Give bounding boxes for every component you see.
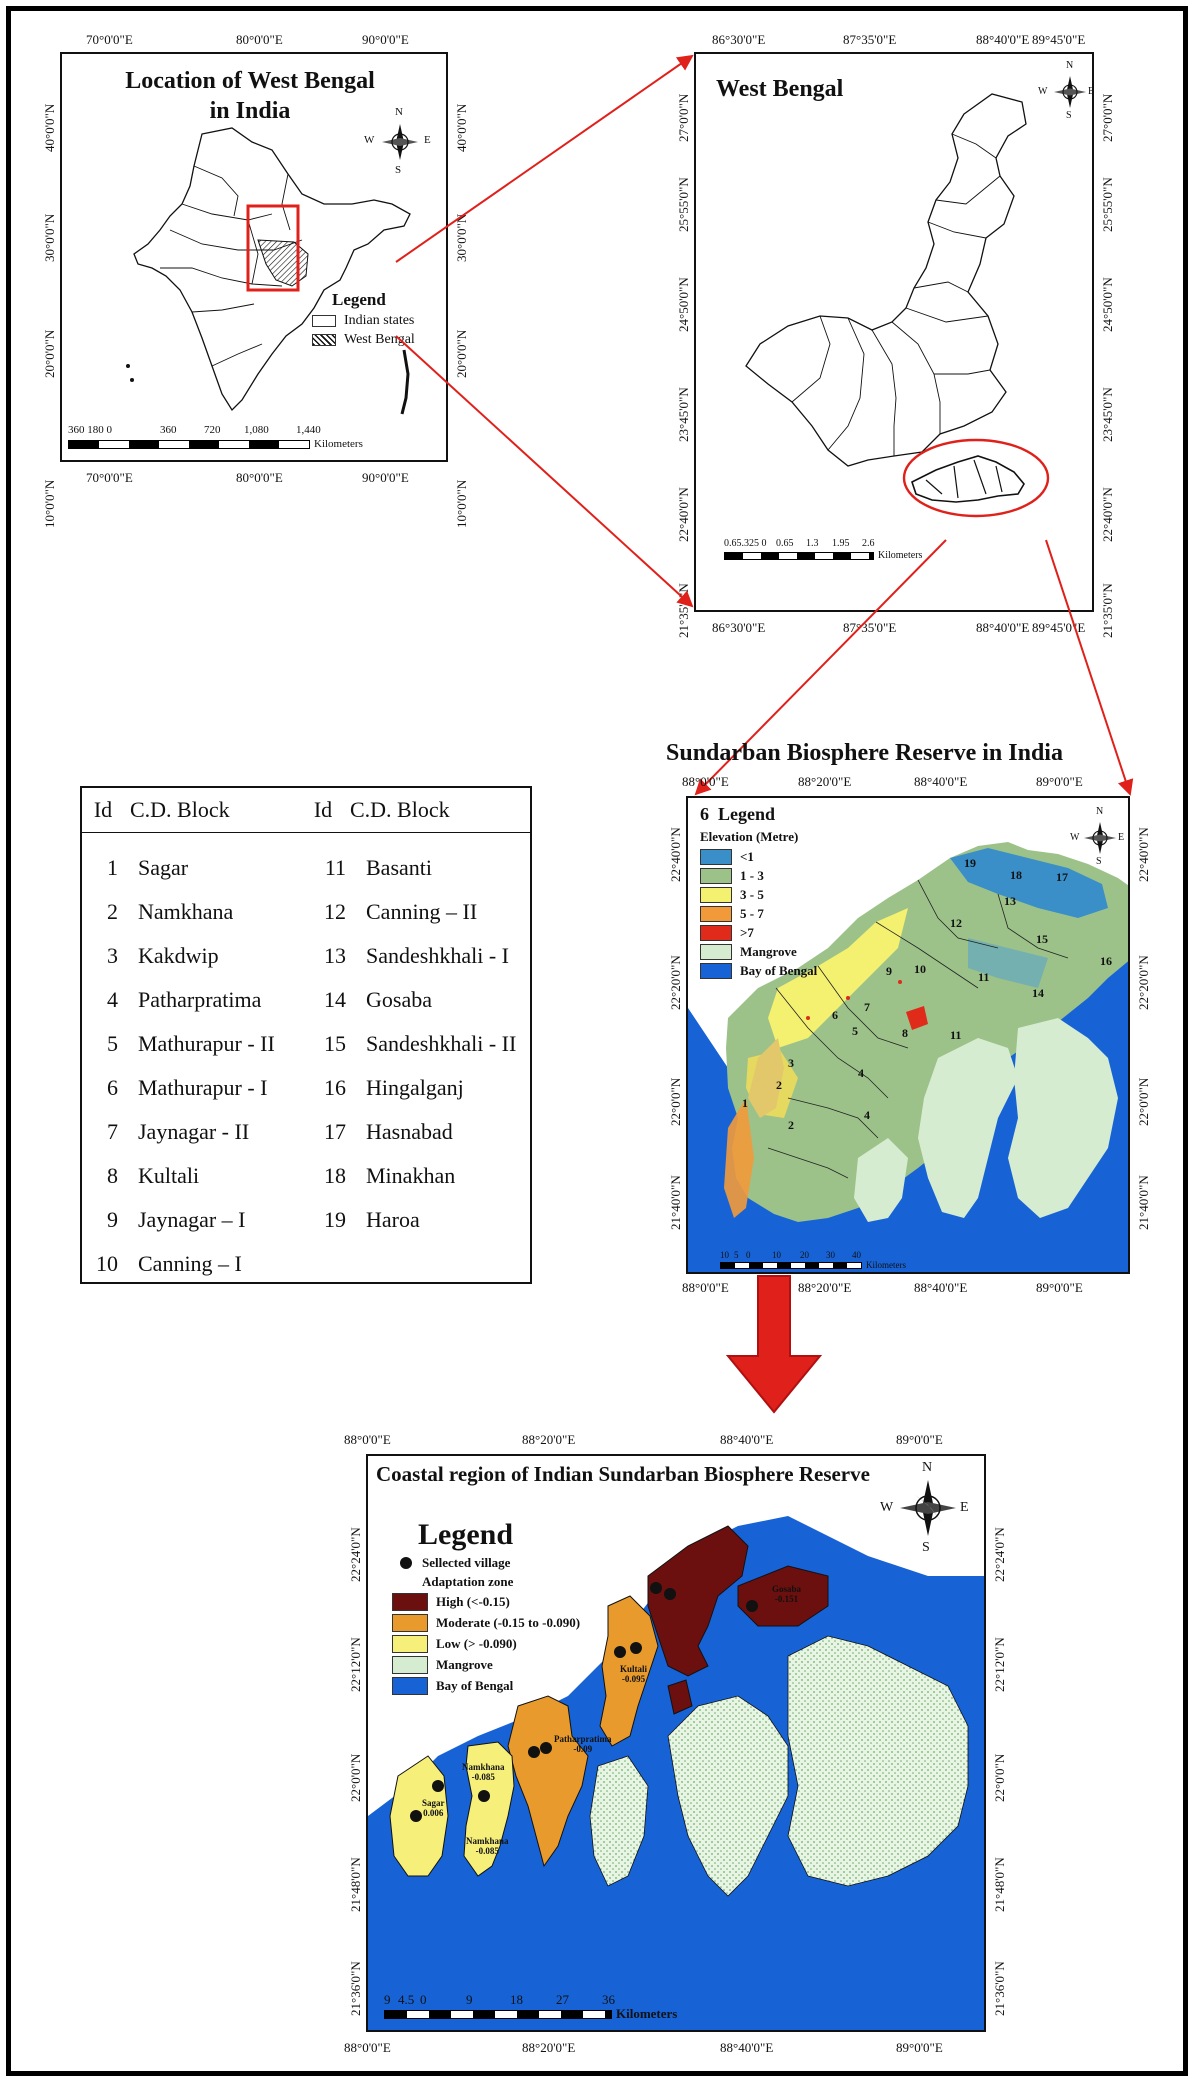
- map4-top-coord-4: 89°0'0"E: [896, 1432, 943, 1447]
- map2-title: West Bengal: [716, 76, 844, 102]
- table-cell-id: 16: [324, 1075, 346, 1100]
- map1-compass-w: W: [364, 134, 375, 146]
- table-header-id-2: Id: [313, 797, 333, 822]
- map2-compass-n: N: [1066, 60, 1074, 71]
- map3-right-coord-2: 22°20'0"N: [1136, 955, 1151, 1010]
- map4-bottom-coord-3: 88°40'0"E: [720, 2040, 774, 2055]
- map3-block-id: 2: [776, 1078, 782, 1092]
- map4-right-coord-5: 21°36'0"N: [992, 1961, 1007, 2016]
- map3-top-coord-4: 89°0'0"E: [1036, 774, 1083, 789]
- map1-left-coord-4: 10°0'0"N: [42, 479, 57, 528]
- map4-compass-w: W: [880, 1500, 894, 1515]
- map2-left-coord-2: 25°55'0"N: [676, 177, 691, 232]
- map2-compass-s: S: [1066, 110, 1072, 121]
- map4-zone-label: [772, 1584, 801, 1604]
- map4-legend-item: [392, 1635, 580, 1653]
- map3-block-id: 15: [1036, 932, 1048, 946]
- map4-panel: [366, 1454, 986, 2032]
- map4-legend-swatch: [392, 1635, 428, 1653]
- map3-block-id: 12: [950, 916, 962, 930]
- map1-compass-n: N: [395, 106, 403, 118]
- map2-left-coord-4: 23°45'0"N: [676, 387, 691, 442]
- map4-left-coord-1: 22°24'0"N: [348, 1527, 363, 1582]
- map3-top-coord-1: 88°0'0"E: [682, 774, 729, 789]
- map4-legend-swatch: [392, 1614, 428, 1632]
- table-cell-id: 11: [324, 855, 346, 880]
- map2-scale-label-2: 0.65: [776, 538, 794, 549]
- table-cell-block: Kultali: [138, 1163, 200, 1188]
- map4-legend-label: Mangrove: [436, 1657, 493, 1672]
- map4-zone-label-name: Namkhana: [466, 1836, 509, 1846]
- map4-legend-village: Sellected village: [422, 1555, 511, 1570]
- map4-legend-item: [392, 1614, 580, 1632]
- map4-legend-label: Moderate (-0.15 to -0.090): [436, 1615, 581, 1630]
- map2-compass-e: E: [1088, 86, 1095, 97]
- map2-scale-unit: Kilometers: [878, 550, 923, 561]
- map3-legend: [700, 804, 817, 982]
- map4-zone-label: [620, 1664, 647, 1684]
- map3-block-id: 4: [864, 1108, 870, 1122]
- map4-scale-label-6: 27: [556, 1992, 569, 2007]
- down-arrow-icon: [728, 1276, 820, 1412]
- table-cell-id: 15: [324, 1031, 346, 1056]
- map3-top-coord-3: 88°40'0"E: [914, 774, 968, 789]
- map3-block-id: 2: [788, 1118, 794, 1132]
- map4-legend-item: [392, 1677, 580, 1695]
- map3-legend-label: 3 - 5: [740, 887, 764, 902]
- map3-legend-subtitle: Elevation (Metre): [700, 829, 799, 844]
- map1-scale-label-2: 360: [160, 424, 177, 436]
- map1-left-coord-2: 30°0'0"N: [42, 213, 57, 262]
- table-cell-id: 12: [324, 899, 346, 924]
- map4-legend-zone-title: Adaptation zone: [422, 1574, 514, 1589]
- map3-scale-label-2: 5: [734, 1250, 739, 1260]
- map2-compass-w: W: [1038, 86, 1048, 97]
- map4-left-coord-4: 21°48'0"N: [348, 1857, 363, 1912]
- map4-scale-label-3: 0: [420, 1992, 427, 2007]
- map2-left-coord-6: 21°35'0"N: [676, 583, 691, 638]
- table-cell-id: 17: [324, 1119, 346, 1144]
- map3-block-id: 11: [950, 1028, 962, 1042]
- map4-zone-label-name: Patharpratima: [554, 1734, 612, 1744]
- map4-zone-label-value: -0.09: [573, 1744, 593, 1754]
- map3-top-coord-2: 88°20'0"E: [798, 774, 852, 789]
- table-cell-id: 18: [324, 1163, 346, 1188]
- map4-legend-title: Legend: [418, 1518, 514, 1551]
- map3-scale-label-5: 20: [800, 1250, 809, 1260]
- map2-right-coord-4: 23°45'0"N: [1100, 387, 1115, 442]
- map3-right-coord-4: 21°40'0"N: [1136, 1175, 1151, 1230]
- map1-legend-item-2: West Bengal: [344, 332, 415, 347]
- map3-block-id: 9: [886, 964, 892, 978]
- map4-legend: [392, 1518, 580, 1698]
- map4-scale-bar: [384, 1992, 677, 2022]
- map4-bottom-coord-2: 88°20'0"E: [522, 2040, 576, 2055]
- map4-left-coord-5: 21°36'0"N: [348, 1961, 363, 2016]
- table-cell-block: Mathurapur - I: [138, 1075, 268, 1100]
- map4-title: Coastal region of Indian Sundarban Biosphere Reserve: [376, 1462, 870, 1486]
- table-cell-id: 9: [107, 1207, 118, 1232]
- map1-top-coord-1: 70°0'0"E: [86, 32, 133, 47]
- table-cell-block: [352, 1242, 530, 1286]
- table-row: [82, 1022, 530, 1066]
- map3-legend-label: Mangrove: [740, 944, 797, 959]
- map1-scale-label-1: 360 180 0: [68, 424, 112, 436]
- map3-block-id: 16: [1100, 954, 1112, 968]
- map3-bottom-coord-3: 88°40'0"E: [914, 1280, 968, 1295]
- map1-legend-title: Legend: [332, 290, 386, 309]
- map1-scale-label-3: 720: [204, 424, 221, 436]
- map4-compass-e: E: [960, 1500, 969, 1515]
- map3-block-id: 11: [978, 970, 990, 984]
- map1-title-line2: in India: [209, 98, 291, 124]
- table-cell-id: 13: [324, 943, 346, 968]
- map4-zone-label-value: -0.085: [471, 1772, 495, 1782]
- table-cell-block: Jaynagar – I: [138, 1207, 246, 1232]
- table-cell-id: 10: [96, 1251, 118, 1276]
- map4-right-coord-2: 22°12'0"N: [992, 1637, 1007, 1692]
- map1-compass-e: E: [424, 134, 431, 146]
- map4-scale-label-5: 18: [510, 1992, 523, 2007]
- table-row: [82, 846, 530, 890]
- map3-scale-label-3: 0: [746, 1250, 751, 1260]
- map3-block-id: 4: [858, 1066, 864, 1080]
- table-cell-id: 19: [324, 1207, 346, 1232]
- table-cell-id: 3: [107, 943, 118, 968]
- map2-bottom-coord-4: 89°45'0"E: [1032, 620, 1086, 635]
- map3-legend-label: 5 - 7: [740, 906, 764, 921]
- table-header-block-1: C.D. Block: [130, 797, 230, 822]
- selected-village-icon: [400, 1557, 412, 1569]
- map2-scale-label-1: 0.65.325 0: [724, 538, 767, 549]
- map4-right-coord-3: 22°0'0"N: [992, 1753, 1007, 1802]
- map3-scale-label-6: 30: [826, 1250, 835, 1260]
- table-cell-block: Namkhana: [138, 899, 234, 924]
- table-row: [82, 934, 530, 978]
- map3-compass-n: N: [1096, 806, 1104, 817]
- map3-title: Sundarban Biosphere Reserve in India: [666, 740, 1063, 766]
- map3-legend-swatch: [700, 944, 732, 960]
- table-cell-block: Sandeshkhali - II: [366, 1031, 517, 1056]
- map3-block-id: 14: [1032, 986, 1044, 1000]
- map1-right-coord-1: 40°0'0"N: [454, 103, 469, 152]
- map2-top-coord-4: 89°45'0"E: [1032, 32, 1086, 47]
- table-cell-block: Gosaba: [366, 987, 432, 1012]
- map3-legend-swatch: [700, 849, 732, 865]
- table-row: [82, 890, 530, 934]
- map2-left-coord-3: 24°50'0"N: [676, 277, 691, 332]
- map3-bottom-coord-1: 88°0'0"E: [682, 1280, 729, 1295]
- map1-bottom-coord-2: 80°0'0"E: [236, 470, 283, 485]
- map2-bottom-coord-1: 86°30'0"E: [712, 620, 766, 635]
- map3-legend-item: [700, 925, 817, 941]
- map3-block-id: 17: [1056, 870, 1068, 884]
- map3-block-id: 5: [852, 1024, 858, 1038]
- table-cell-id: 2: [107, 899, 118, 924]
- map1-bottom-coord-3: 90°0'0"E: [362, 470, 409, 485]
- map4-zone-label-name: Namkhana: [462, 1762, 505, 1772]
- map3-block-id: 8: [902, 1026, 908, 1040]
- map3-legend-swatch: [700, 887, 732, 903]
- map1-left-coord-3: 20°0'0"N: [42, 329, 57, 378]
- map4-legend-item: [392, 1656, 580, 1674]
- map3-legend-label: 1 - 3: [740, 868, 764, 883]
- table-cell-block: Haroa: [366, 1207, 420, 1232]
- map4-zone-label-value: 0.006: [423, 1808, 444, 1818]
- map4-legend-swatch: [392, 1656, 428, 1674]
- map2-bottom-coord-2: 87°35'0"E: [843, 620, 897, 635]
- map4-legend-swatch: [392, 1593, 428, 1611]
- map3-panel: [686, 796, 1130, 1274]
- map3-legend-item: [700, 963, 817, 979]
- map2-scale-label-5: 2.6: [862, 538, 875, 549]
- table-cell-id: [310, 1242, 352, 1286]
- map2-right-coord-5: 22°40'0"N: [1100, 487, 1115, 542]
- table-cell-id: 8: [107, 1163, 118, 1188]
- table-cell-block: Kakdwip: [138, 943, 219, 968]
- map3-compass-w: W: [1070, 832, 1080, 843]
- map4-top-coord-1: 88°0'0"E: [344, 1432, 391, 1447]
- map3-scale-bar: [720, 1250, 906, 1270]
- table-cell-id: 14: [324, 987, 346, 1012]
- map4-compass-icon: [898, 1478, 958, 1538]
- map3-left-coord-4: 21°40'0"N: [668, 1175, 683, 1230]
- map3-right-coord-3: 22°0'0"N: [1136, 1077, 1151, 1126]
- map4-compass-n: N: [922, 1460, 933, 1475]
- table-cell-block: Minakhan: [366, 1163, 456, 1188]
- map3-legend-swatch: [700, 925, 732, 941]
- map3-legend-label: <1: [740, 849, 754, 864]
- map1-right-coord-3: 20°0'0"N: [454, 329, 469, 378]
- map3-legend-label: Bay of Bengal: [740, 963, 818, 978]
- map3-scale-label-4: 10: [772, 1250, 781, 1260]
- table-header-id-1: Id: [93, 797, 113, 822]
- map3-block-id: 18: [1010, 868, 1022, 882]
- table-cell-block: Sagar: [138, 855, 189, 880]
- map4-right-coord-4: 21°48'0"N: [992, 1857, 1007, 1912]
- map1-scale-label-4: 1,080: [244, 424, 269, 436]
- map3-legend-swatch: [700, 868, 732, 884]
- map1-scale-unit: Kilometers: [314, 438, 363, 450]
- map2-bottom-coord-3: 88°40'0"E: [976, 620, 1030, 635]
- table-row: [82, 1110, 530, 1154]
- map3-compass-s: S: [1096, 856, 1102, 867]
- map3-legend-title: Legend: [718, 804, 776, 824]
- map4-legend-label: Low (> -0.090): [436, 1636, 517, 1651]
- table-cell-block: Jaynagar - II: [138, 1119, 250, 1144]
- map3-left-coord-2: 22°20'0"N: [668, 955, 683, 1010]
- map4-zone-label-name: Kultali: [620, 1664, 648, 1674]
- table-cell-block: Sandeshkhali - I: [366, 943, 509, 968]
- table-cell-block: Hingalganj: [366, 1075, 464, 1100]
- map1-right-coord-2: 30°0'0"N: [454, 213, 469, 262]
- map4-compass-s: S: [922, 1540, 930, 1555]
- table-row: [82, 1154, 530, 1198]
- map3-compass-icon: [1082, 820, 1118, 856]
- map1-top-coord-2: 80°0'0"E: [236, 32, 283, 47]
- map2-right-coord-2: 25°55'0"N: [1100, 177, 1115, 232]
- table-cell-id: 5: [107, 1031, 118, 1056]
- map3-bottom-coord-4: 89°0'0"E: [1036, 1280, 1083, 1295]
- map4-left-coord-3: 22°0'0"N: [348, 1753, 363, 1802]
- map3-left-coord-3: 22°0'0"N: [668, 1077, 683, 1126]
- map4-zone-label: [462, 1762, 505, 1782]
- map2-right-coord-3: 24°50'0"N: [1100, 277, 1115, 332]
- table-row: [82, 1198, 530, 1242]
- map1-title-line1: Location of West Bengal: [125, 68, 375, 94]
- map4-bottom-coord-1: 88°0'0"E: [344, 2040, 391, 2055]
- map3-block-id: 7: [864, 1000, 870, 1014]
- map4-scale-label-7: 36: [602, 1992, 615, 2007]
- table-cell-block: Mathurapur - II: [138, 1031, 275, 1056]
- map1-left-coord-1: 40°0'0"N: [42, 103, 57, 152]
- table-row: [82, 1242, 530, 1286]
- table-cell-block: Canning – I: [138, 1251, 242, 1276]
- map3-legend-item: [700, 944, 817, 960]
- map3-block-id: 13: [1004, 894, 1016, 908]
- map3-legend-item: [700, 868, 817, 884]
- map4-bottom-coord-4: 89°0'0"E: [896, 2040, 943, 2055]
- map3-scale-unit: Kilometers: [866, 1260, 906, 1270]
- table-cell-block: Patharpratima: [138, 987, 262, 1012]
- map4-zone-label: [466, 1836, 509, 1856]
- map2-left-coord-5: 22°40'0"N: [676, 487, 691, 542]
- map4-legend-label: Bay of Bengal: [436, 1678, 514, 1693]
- map3-block-id: 19: [964, 856, 976, 870]
- map3-scale-label-1: 10: [720, 1250, 729, 1260]
- map1-legend-item-1: Indian states: [344, 313, 415, 328]
- map4-zone-label: [554, 1734, 612, 1754]
- map3-legend-swatch: [700, 906, 732, 922]
- map3-compass-e: E: [1118, 832, 1125, 843]
- map1-scale-label-5: 1,440: [296, 424, 321, 436]
- map3-legend-label: >7: [740, 925, 754, 940]
- map4-zone-label-name: Sagar: [422, 1798, 445, 1808]
- map4-zone-label-value: -0.151: [774, 1594, 799, 1604]
- map2-left-coord-1: 27°0'0"N: [676, 93, 691, 142]
- map1-compass-s: S: [395, 164, 402, 176]
- map1-right-coord-4: 10°0'0"N: [454, 479, 469, 528]
- map2-right-coord-6: 21°35'0"N: [1100, 583, 1115, 638]
- map3-block-id: 3: [788, 1056, 794, 1070]
- map4-right-coord-1: 22°24'0"N: [992, 1527, 1007, 1582]
- map3-right-coord-1: 22°40'0"N: [1136, 827, 1151, 882]
- map3-legend-item: [700, 887, 817, 903]
- table-header-block-2: C.D. Block: [350, 797, 450, 822]
- map4-zone-label-name: Gosaba: [772, 1584, 802, 1594]
- map1-top-coord-3: 90°0'0"E: [362, 32, 409, 47]
- map3-block-id: 10: [914, 962, 926, 976]
- map3-legend-swatch: [700, 963, 732, 979]
- map2-right-coord-1: 27°0'0"N: [1100, 93, 1115, 142]
- table-row: [82, 1066, 530, 1110]
- map4-legend-swatch: [392, 1677, 428, 1695]
- map3-bottom-coord-2: 88°20'0"E: [798, 1280, 852, 1295]
- map4-left-coord-2: 22°12'0"N: [348, 1637, 363, 1692]
- table-cell-block: Hasnabad: [366, 1119, 453, 1144]
- map4-legend-item: [392, 1593, 580, 1611]
- map4-scale-label-4: 9: [466, 1992, 473, 2007]
- map4-top-coord-2: 88°20'0"E: [522, 1432, 576, 1447]
- map3-scale-label-7: 40: [852, 1250, 861, 1260]
- table-row: [82, 978, 530, 1022]
- map2-scale-label-3: 1.3: [806, 538, 819, 549]
- map4-legend-label: High (<-0.15): [436, 1594, 510, 1609]
- table-cell-id: 4: [107, 987, 118, 1012]
- map2-scale-label-4: 1.95: [832, 538, 850, 549]
- map2-top-coord-2: 87°35'0"E: [843, 32, 897, 47]
- table-body: [82, 846, 530, 1286]
- table-cell-block: Canning – II: [366, 899, 478, 924]
- map3-block-id: 6: [832, 1008, 838, 1022]
- map2-top-coord-3: 88°40'0"E: [976, 32, 1030, 47]
- map4-zone-label-value: -0.085: [475, 1846, 499, 1856]
- map4-scale-unit: Kilometers: [616, 2006, 678, 2021]
- cd-block-table: [80, 786, 532, 1284]
- map4-top-coord-3: 88°40'0"E: [720, 1432, 774, 1447]
- map4-scale-label-2: 4.5: [398, 1992, 415, 2007]
- map3-legend-num: 6: [700, 804, 709, 824]
- table-cell-id: 7: [107, 1119, 118, 1144]
- map3-legend-item: [700, 849, 817, 865]
- map3-left-coord-1: 22°40'0"N: [668, 827, 683, 882]
- map1-bottom-coord-1: 70°0'0"E: [86, 470, 133, 485]
- map2-top-coord-1: 86°30'0"E: [712, 32, 766, 47]
- map4-zone-label-value: -0.095: [621, 1674, 646, 1684]
- table-cell-block: Basanti: [366, 855, 432, 880]
- map3-legend-item: [700, 906, 817, 922]
- map4-zone-label: [422, 1798, 445, 1818]
- map4-scale-label-1: 9: [384, 1992, 391, 2007]
- table-cell-id: 6: [107, 1075, 118, 1100]
- map3-block-id: 1: [742, 1096, 748, 1110]
- table-cell-id: 1: [107, 855, 118, 880]
